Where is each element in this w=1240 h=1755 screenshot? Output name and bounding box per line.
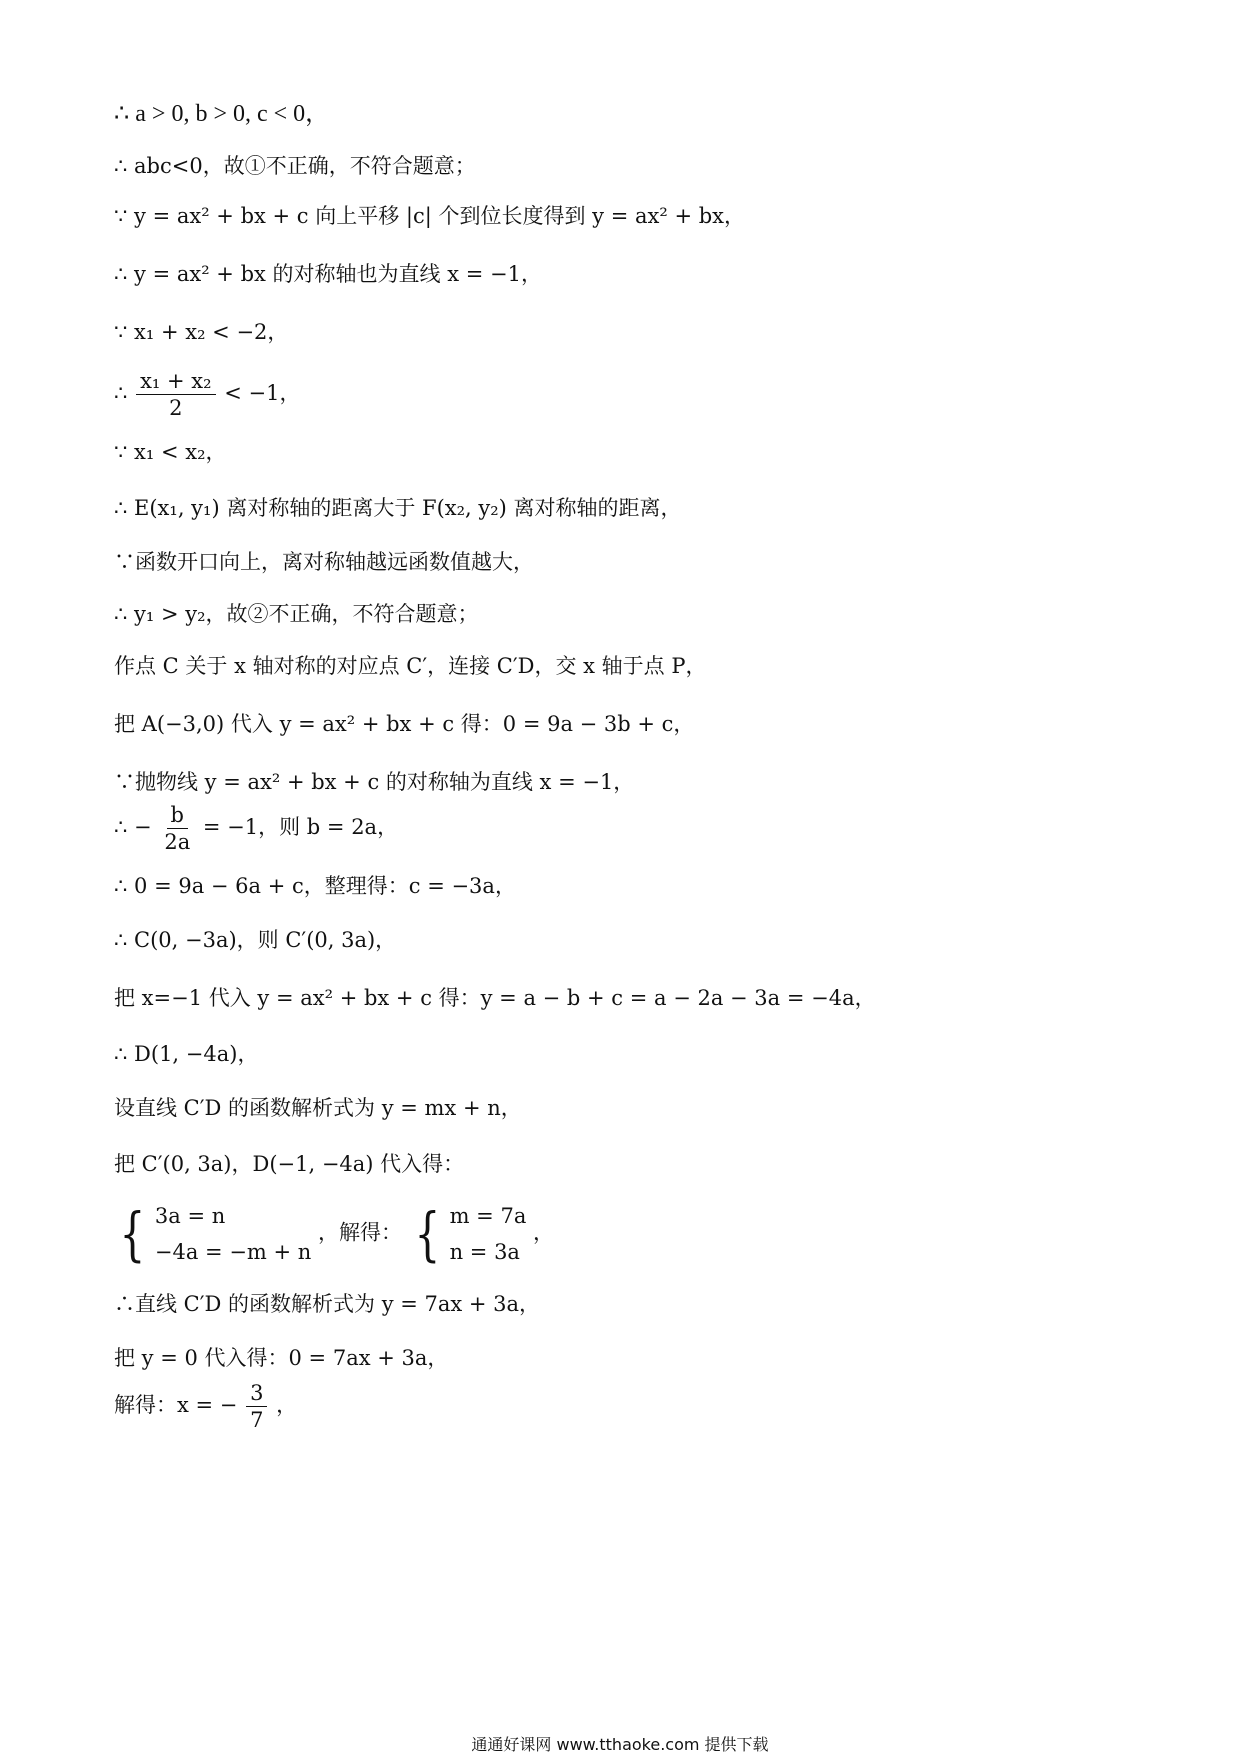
equation-system-2: [409, 1198, 527, 1270]
text-line-4: ∴ y = ax² + bx 的对称轴也为直线 x = −1，: [114, 262, 542, 286]
text-line-5: ∵ x₁ + x₂ < −2，: [114, 320, 289, 344]
system-row: n = 3a: [449, 1240, 520, 1264]
text-line-3: ∵ y = ax² + bx + c 向上平移 |c| 个到位长度得到 y = ax² + bx，: [114, 204, 746, 228]
system-row: m = 7a: [449, 1204, 527, 1228]
fraction-numerator: b: [167, 802, 188, 829]
system-row: 3a = n: [154, 1204, 226, 1228]
text-line-17: 把 x=−1 代入 y = ax² + bx + c 得：y = a − b + c = a − 2a − 3a = −4a，: [114, 986, 876, 1010]
fraction-denominator: 2: [169, 396, 183, 420]
fraction-solution: [246, 1380, 267, 1433]
fraction-prefix: ∴: [114, 381, 128, 405]
fraction-prefix: ∴ −: [114, 815, 152, 839]
text-line-14: [114, 802, 398, 855]
fraction-average: [136, 368, 215, 421]
solution-prefix: 解得：x = −: [114, 1393, 238, 1417]
fraction-denominator: 2a: [164, 830, 191, 854]
fraction-tail: = −1，则 b = 2a，: [202, 815, 399, 839]
fraction-tail: < −1，: [224, 381, 301, 405]
brace-icon: {: [119, 1200, 146, 1268]
text-line-20: 把 C′(0, 3a)，D(−1, −4a) 代入得：: [114, 1152, 465, 1176]
text-line-21: [114, 1198, 554, 1270]
text-line-9: ∵函数开口向上，离对称轴越远函数值越大，: [114, 550, 534, 574]
text-line-22: ∴直线 C′D 的函数解析式为 y = 7ax + 3a，: [114, 1292, 541, 1316]
fraction-numerator: 3: [246, 1380, 267, 1407]
text-line-18: ∴ D(1, −4a)，: [114, 1042, 259, 1066]
text-line-23: 把 y = 0 代入得：0 = 7ax + 3a，: [114, 1346, 449, 1370]
system-row: −4a = −m + n: [154, 1240, 312, 1264]
text-line-11: 作点 C 关于 x 轴对称的对应点 C′，连接 C′D，交 x 轴于点 P，: [114, 654, 707, 678]
text-line-7: ∵ x₁ < x₂，: [114, 440, 227, 464]
brace-icon: {: [414, 1200, 441, 1268]
equation-system-1: [114, 1198, 311, 1270]
text-line-16: ∴ C(0, −3a)，则 C′(0, 3a)，: [114, 928, 397, 952]
text-line-6: [114, 368, 300, 421]
fraction-denominator: 7: [250, 1408, 264, 1432]
fraction-axis: [160, 802, 194, 855]
text-line-13: ∵抛物线 y = ax² + bx + c 的对称轴为直线 x = −1，: [114, 770, 635, 794]
system-tail: ，: [533, 1220, 555, 1245]
solution-tail: ，: [276, 1393, 298, 1417]
text-line-15: ∴ 0 = 9a − 6a + c，整理得：c = −3a，: [114, 874, 516, 898]
text-line-8: ∴ E(x₁, y₁) 离对称轴的距离大于 F(x₂, y₂) 离对称轴的距离，: [114, 496, 682, 520]
footer-watermark: 通通好课网 www.tthaoke.com 提供下载: [471, 1735, 769, 1754]
text-line-24: [114, 1380, 297, 1433]
text-line-10: ∴ y₁ > y₂，故②不正确，不符合题意；: [114, 602, 479, 626]
fraction-numerator: x₁ + x₂: [136, 368, 215, 395]
text-line-2: ∴ abc<0，故①不正确，不符合题意；: [114, 154, 476, 178]
text-line-12: 把 A(−3,0) 代入 y = ax² + bx + c 得：0 = 9a − 3b + c，: [114, 712, 695, 736]
text-line-19: 设直线 C′D 的函数解析式为 y = mx + n，: [114, 1096, 522, 1120]
solve-label: ，解得：: [318, 1220, 402, 1245]
text-line-1: ∴ a > 0, b > 0, c < 0，: [114, 101, 330, 127]
